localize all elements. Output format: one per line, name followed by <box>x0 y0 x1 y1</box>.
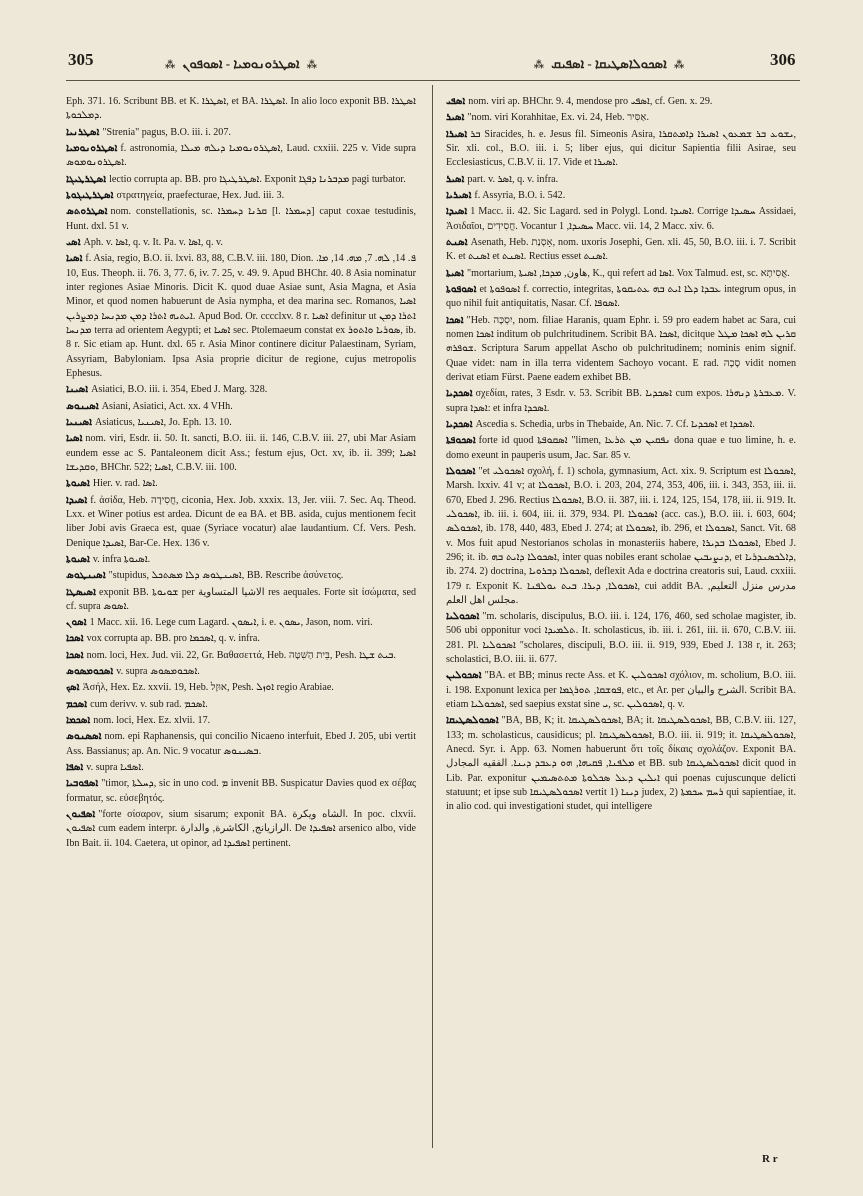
entry-headword: ܐܣܝܕܐ <box>446 206 468 218</box>
entry-headword: ܐܣܛܪܘܢܘܡܝܐ <box>66 142 118 154</box>
entry-headword: ܐܣܦܐ <box>66 762 84 774</box>
dictionary-entry <box>66 761 416 775</box>
entry-text: f. astronomia, ܐܣܛܪܘܢܘܡܝܐ ܕܝܠܗ ܡܝܠܐ, Laud. cxxiii. 225 v. Vide supra ܐܣܛܪܘܢܘܡܘܣ. <box>66 142 416 169</box>
entry-text: Asiaticus, ܐܣܝܢܝܐ, Jo. Eph. 13. 10. <box>94 416 232 428</box>
dictionary-entry <box>66 698 416 712</box>
entry-text: "Strenia" pagus, B.O. iii. i. 207. <box>102 126 231 138</box>
signature-mark: R r <box>762 1153 778 1165</box>
entry-text: "stupidus, ܐܣܝܢܛܘܣ ܕܠܐ ܡܣܬܟܠ, BB. Rescribe ἀσύνετος. <box>108 570 344 582</box>
entry-headword: ܐܣܟܡܐ <box>66 715 91 727</box>
dictionary-entry <box>66 714 416 728</box>
entry-text: "BA, BB, K; it. ܐܣܟܘܠܣܛܝܩܐ, BA; it. ܐܣܟܘܠܣܛܝܩܐ, BB, C.B.V. iii. 127, 133; m. scholasticus, causidicus; pl. ܐܣܟܘܠܣܛܝܩܐ, B.O. iii. ii. 919; it. ܐܣܟܘܠܣܛܝܩܐ, Anecd. Syr. i. App. 63. Nomen habuerunt ὅτι τοῖς δίκαις σχολάζον. Exponit BA. ܡܠܦܢܐ, ܦܩܝܗܐ, ܗܘ ܕܥܒܕ ܕܝܢܐ. الفقيه المجادل et BB. sub ܐܣܟܘܠܣܛܝܩܐ dicit quod in Lib. Par. exponitur ܐܝܠܝܢ ܕܥܠ ܣܟܠܘܬܐ ܡܬܬܣܝܡܝܢ qui poenas cujuscunque delicti statuunt; et ipse sub ܐܣܟܘܠܣܛܝܩܐ vertit 1) ܕܝܢܐ judex, 2) ܪܚܡ ܚܟܡܬܐ qui sapientiae, it. in alio cod. qui investigationi studet, qui intelligere <box>446 715 797 813</box>
page-header <box>0 0 863 80</box>
dictionary-entry <box>66 730 416 759</box>
entry-text: ܒܪ Siracides, h. e. Jesus fil. Simeonis Asira, ܝܫܘܥ ܒܪ ܫܡܥܘܢ ܐܣܝܪܐ ܕܐܡܬܩܪܐ, Sir. xli. col., B.O. iii. i. 5; liber ejus, qui dicitur Sapientia filii Asirae, seu Ecclesiasticus, C.B.V. ii. 17. Vide et ܐܣܝܪܐ. <box>446 128 796 169</box>
dictionary-entry <box>66 142 416 171</box>
entry-headword: ܐܣܣܢܘܣ <box>66 731 102 743</box>
dictionary-entry <box>66 494 416 551</box>
entry-text: vox corrupta ap. BB. pro ܐܣܟܡܐ, q. v. infra. <box>86 633 260 645</box>
entry-headword: ܐܣܛܪܘܬܣ <box>66 206 108 218</box>
right-page-number: 306 <box>770 50 796 69</box>
entry-text: Ἀσήλ, Hex. Ez. xxvii. 19, Heb. אוּזָל, Pesh. ܐܘܙܠ regio Arabiae. <box>82 682 334 694</box>
dictionary-entry <box>66 649 416 663</box>
dictionary-entry <box>446 714 796 814</box>
dictionary-entry <box>66 126 416 140</box>
entry-headword: ܐܣܟܘܡܣܘܣ <box>66 666 114 678</box>
entry-headword: ܐܣܟܘܠܐ <box>446 465 476 477</box>
dictionary-entry <box>66 586 416 615</box>
entry-text: nom. viri ap. BHChr. 9. 4, mendose pro ܐܣܦܝ, cf. Gen. x. 29. <box>468 96 713 107</box>
entry-headword: ܐܣܟܕܝܐ <box>446 418 473 430</box>
entry-headword: ܐܣܟܘܠܝܐ <box>446 611 480 623</box>
entry-headword: ܐܣܟܐ <box>446 314 464 326</box>
entry-text: στρατηγεία, praefecturae, Hex. Jud. iii. 3. <box>116 189 285 201</box>
entry-headword: ܐܣܟ <box>66 682 80 694</box>
dictionary-entry <box>66 477 416 491</box>
entry-headword: ܐܣܟܐ <box>66 649 84 661</box>
dictionary-entry <box>446 465 796 608</box>
entry-text: v. supra ܐܣܦܝܐ. <box>86 762 144 774</box>
entry-headword: ܐܣܝܢܘܣ <box>66 400 99 412</box>
ornament-icon: ⁂ <box>533 60 544 71</box>
entry-headword: ܐܣܝܘܬܐ <box>66 553 90 565</box>
entry-text: forte id quod ܐܣܩܘܦܬܐ "limen, ܢܦܩܝܢ ܡܢ ܬܪܥܐ dona quae e tuo limine, h. e. domo exeunt in pauperis usum, Jac. Sar. 85 v. <box>446 435 796 461</box>
left-column <box>66 95 416 853</box>
dictionary-entry <box>66 569 416 583</box>
entry-headword: ܐܣܟܐ <box>66 633 84 645</box>
entry-text: 1 Macc. xii. 16. Lege cum Lagard. ܐܝܣܘܢ, i. e. ܝܣܘܢ, Jason, nom. viri. <box>89 617 373 629</box>
ornament-icon: ⁂ <box>306 60 318 71</box>
entry-text: v. infra ܐܣܝܘܬܐ. <box>92 553 151 565</box>
entry-headword: ܐܣܝܢܐ <box>66 384 89 396</box>
entry-headword: ܐܣܝܪ <box>446 173 465 185</box>
right-column <box>446 95 796 817</box>
entry-text: Hier. v. rad. ܐܣܐ. <box>92 478 158 490</box>
entry-text: nom. loci, Hex. Jud. vii. 22, Gr. Βαθασεττά, Heb. בֵּית הַשִּׁטָּה, Pesh. ܒܝܬ ܫܛܐ. <box>86 649 396 661</box>
entry-text: "nom. viri Korahhitae, Ex. vi. 24, Heb. אַסִּיר. <box>467 112 649 124</box>
dictionary-entry <box>66 632 416 646</box>
entry-headword: ܐܣܦܘܒܝܐ <box>66 778 99 790</box>
dictionary-entry <box>66 383 416 397</box>
entry-headword: ܐܣܝܘܬܐ <box>66 478 90 490</box>
ornament-icon: ⁂ <box>164 60 176 71</box>
entry-text: "m. scholaris, discipulus, B.O. iii. i. 124, 176, 460, sed scholae magister, ib. 506 ubi opponitur voci ܬܠܡܝܕܐ. It. scholasticus, ib. iii. i. 261, iii. ii. 670, C.B.V. iii. 281. Pl. ܐܣܟܘܠܝܐ "scholares, discipuli, B.O. iii. ii. 919, 939, Ebed J. 138 r, it. 263; scholastici, B.O. iii. ii. 677. <box>446 611 797 666</box>
entry-headword: ܐܣܝܪܝܐ <box>446 189 472 201</box>
dictionary-entry <box>66 400 416 414</box>
entry-text: f. Asia, regio, B.O. ii. lxvi. 83, 88, C.B.V. iii. 180, Dion. ܦ. 14, ܠܗ. 7, ܡܗ. 14, ܡܐ. 10, Eus. Theoph. ii. 76. 3, 77. 6, iv. 7. 25, v. 49. 9. Apud BHChr. 40. 8 Asia nominatur inter regiones Asiae Minoris. Dicit K. quod duae Asiae sunt, Asia Magna, et Asia Minor, et quod nomen habuerunt de Asia nympha, et dea marina sec. Romanos, ܐܣܝܐ ܐܝܬܝܗ ܐܬܪܐ ܕܡܢ ܡܕܢܚܐ ܕܡܨܪܝܢ. Apud Bod. Or. cccclxv. 8 r. ܐܣܝܐ definitur ut ܐܬܪܐ ܕܡܢ ܡܕܢܚܐ terra ad orientem Aegypti; et ܐܣܝܐ sec. Ptolemaeum constat ex ܣܘܪܝܐ ܘܐܬܘܪ, ib. 8 r. Sic etiam ap. Hunt. dxl. 65 r. Asia Minor continere dicitur Palaestinam, Syriam, Assyriam, Babyloniam. Ipsa Asia proprie dicitur de regione, cujus metropolis Ephesus. <box>66 253 416 379</box>
dictionary-entry <box>446 387 796 416</box>
entry-headword: ܐܣܛܪܢܝܐ <box>66 126 100 138</box>
dictionary-entry <box>446 434 796 463</box>
right-running-head-text: ܐܣܟܘܠܐܣܛܝܩܐ - ܐܣܦܝܩ <box>551 56 667 71</box>
dictionary-entry <box>446 610 796 667</box>
entry-text: nom. epi Raphanensis, qui concilio Nicaeno interfuit, Ebed J. 205, ubi vertit Ass. Bassianus; ap. An. Nic. 9 vocatur ܒܣܝܢܘܣ. <box>66 731 416 757</box>
entry-text: Eph. 371. 16. Scribunt BB. et K. ܐܣܛܪܐ, et BA. ܐܣܛܪܐ. In alio loco exponit BB. ܐܣܛܪܐ ܕܡܠܟܘܬܐ. <box>66 96 416 122</box>
dictionary-entry <box>66 432 416 475</box>
dictionary-entry <box>446 267 796 281</box>
entry-headword: ܐܣܝܐ <box>66 433 83 445</box>
entry-text: lectio corrupta ap. BB. pro ܐܣܛܪܛܝܓܐ. Exponit ܡܕܒܪܢܐ ܕܦܓܐ pagi turbator. <box>109 173 406 185</box>
dictionary-entry <box>66 252 416 381</box>
entry-text: nom. viri, Esdr. ii. 50. It. sancti, B.O. iii. ii. 146, C.B.V. iii. 27, ubi Mar Asiam eundem esse ac S. Pantaleonem dicit Ass.; festum ejus, Oct. xv, ib. ii. 399; ܐܣܝܐ ܘܩܕܝܫܐ, BHChr. 522; ܐܣܝܐ, C.B.V. iii. 100. <box>66 433 416 473</box>
entry-headword: ܐܣܟܘܦܬܐ <box>446 435 476 447</box>
entry-text: Ascedia s. Schedia, urbs in Thebaide, An. Nic. 7. Cf. ܐܣܟܕܝܐ et ܐܣܟܕܐ. <box>475 418 755 430</box>
entry-text: "BA. et BB; minus recte Ass. et K. ܐܣܟܘܠܝܢ σχόλιον, m. scholium, B.O. iii. i. 198. Exponunt lexica per ܦܘܫܩܐ, ܬܘܪܓܡܐ, etc., et Ar. per الشرح والبيان. Scribit BA. etiam ܐܣܟܘܠܝܐ, sed saepius exstat sine ܝ, sc. ܐܣܟܘܠܝܢ, q. v. <box>446 670 797 711</box>
entry-text: "Heb. יִסְכָּה, nom. filiae Haranis, quam Ephr. i. 59 pro eadem habet ac Sara, cui nomen ܐܣܟܐ inditum ob pulchritudinem. Scribit BA. ܐܣܟܐ, dicitque ܩܪܝܢ ܠܗ ܐܣܟܐ ܡܛܠ ܫܘܦܪܗ. Scriptura Sarum appellat Ascho ob pulchritudinem; nominis enim signif. Quae videt: nam in illa terra videntem Sachoyo vocant. E rad. סָכָה vidit nomen derivat etiam Fürst. Paene eadem exhibet BB. <box>446 314 797 383</box>
entry-text: part. v. ܐܣܪ, q. v. infra. <box>467 173 559 185</box>
entry-headword: ܐܣܟܡ <box>66 698 88 710</box>
dictionary-entry <box>66 173 416 187</box>
entry-headword: ܐܣܝܣܛܐ <box>66 586 96 598</box>
dictionary-entry <box>66 681 416 695</box>
entry-headword: ܐܣܝ <box>66 236 81 248</box>
entry-headword: ܐܣܝܢܝܐ <box>66 416 92 428</box>
entry-text: "timor, ܕܚܠܬܐ, sic in uno cod. ܡ invenit BB. Suspicatur Davies quod ex σέβας formatur, sc. εὐσεβητός. <box>66 778 416 804</box>
entry-text: nom. loci, Hex. Ez. xlvii. 17. <box>93 715 211 727</box>
entry-headword: ܐܣܟܕܝܐ <box>446 388 473 400</box>
dictionary-entry <box>446 128 796 171</box>
dictionary-entry <box>66 236 416 250</box>
left-page-number: 305 <box>68 50 94 69</box>
entry-headword: ܐܣܝܐ <box>66 253 83 265</box>
dictionary-entry <box>446 205 796 234</box>
entry-headword: ܐܣܝܢܛܘܣ <box>66 570 106 582</box>
entry-headword: ܐܣܦܝܘܢ <box>66 809 96 821</box>
dictionary-entry <box>66 553 416 567</box>
entry-text: Aph. v. ܐܣܐ, q. v. It. Pa. v. ܐܣܐ, q. v. <box>83 236 223 248</box>
entry-headword: ܐܣܘܢ <box>66 617 87 629</box>
entry-text: Asiatici, B.O. iii. i. 354, Ebed J. Marg. 328. <box>91 384 268 396</box>
dictionary-entry <box>446 314 796 386</box>
entry-text: v. supra ܐܣܟܘܡܣܘܣ. <box>116 666 200 678</box>
entry-headword: ܐܣܝܪ <box>446 112 465 124</box>
dictionary-entry <box>446 173 796 187</box>
dictionary-entry <box>446 669 796 712</box>
entry-headword: ܐܣܝܬܐ <box>446 267 464 279</box>
left-running-head <box>146 56 336 72</box>
entry-headword: ܐܣܛܪܛܝܓܘܬܐ <box>66 189 114 201</box>
entry-text: f. Assyria, B.O. i. 542. <box>474 189 566 201</box>
entry-text: et ܐܣܘܦܘܬܐ f. correctio, integritas, ܥܒܕܐ ܕܠܐ ܐܝܬ ܒܗ ܥܬܝܩܘܬܐ integrum opus, in quo nihil fuit antiquitatis, Nasar. Cf. ܐܣܘܦܐ. <box>446 283 797 310</box>
entry-text: nom. constellationis, sc. ܩܪܢܐ ܕܚܡܪܐ [l. ܕܚܡܪܐ] caput coxae testudinis, Hunt. dxl. 51 v. <box>66 206 416 232</box>
dictionary-entry <box>66 616 416 630</box>
dictionary-entry <box>446 111 796 125</box>
entry-text: Asiani, Asiatici, Act. xx. 4 VHh. <box>101 400 233 412</box>
ornament-icon: ⁂ <box>674 60 685 71</box>
entry-headword: ܐܣܦܝ <box>446 96 466 107</box>
left-running-head-text: ܐܣܛܪܘܢܘܡܝܐ - ܐܣܘܦܘܢ <box>182 56 300 71</box>
entry-text: cum derivv. v. sub rad. ܐܣܟܡ. <box>90 698 208 710</box>
entry-text: f. ἀσίδα, Heb. חֲסִידָה, ciconia, Hex. Job. xxxix. 13, Jer. viii. 7. Sec. Aq. Theod. Lxx. et Winer potius est ardea. Dicunt de ea BA. et BB. asida, cujus mentionem fecit liber Jobi avis Graeca est, quae (Syriace vocatur) alae laudantium. Cf. Vers. Pesh. Denique ܐܣܝܕܐ, Bar-Ce. Hex. 136 v. <box>66 494 416 549</box>
dictionary-entry <box>66 95 416 124</box>
dictionary-entry <box>66 189 416 203</box>
entry-headword: ܐܣܝܪܐ <box>446 128 468 140</box>
right-running-head <box>502 56 716 72</box>
dictionary-entry <box>66 777 416 806</box>
entry-text: Asenath, Heb. אָסְנַת, nom. uxoris Josephi, Gen. xli. 45, 50, B.O. iii. i. 7. Scribit K. et ܐܣܢܬ et ܐܣܢܬ. Rectius esset ܐܣܢܬ. <box>446 236 796 263</box>
entry-text: exponit BB. ܫܘܝܘܬܐ per الاشيا المتساوية res aequales. Forte sit ἰσώματα, sed cf. supra ܐܣܘܣ. <box>66 586 416 612</box>
entry-text: "forte σίσαρον, sium sisarum; exponit BA. الشاه ويكرة. In poc. clxvii. ܐܣܦܝܘܢ cum eadem interpr. الرازيانج, الكاشرة, والدارة. De ܐܣܦܝܕܐ arsenico albo, vide Ibn Bait. ii. 104. Caetera, ut opinor, ad ܐܣܦܝܕܐ pertinent. <box>66 809 417 849</box>
entry-text: σχεδίαι, rates, 3 Esdr. v. 53. Scribit BB. ܐܣܟܕܝܐ cum expos. ܡܥܒܪܬܐ ܕܢܗܪܐ. V. supra ܐܣܕܐ: et infra ܐܣܟܕܐ. <box>446 388 797 414</box>
dictionary-entry <box>66 205 416 234</box>
entry-headword: ܐܣܛܪܛܝܓܐ <box>66 173 107 185</box>
dictionary-entry <box>446 189 796 203</box>
dictionary-entry <box>446 236 796 265</box>
entry-headword: ܐܣܝܕܐ <box>66 494 88 506</box>
entry-text: "mortarium, هاون, ܡܕܟܐ, ܐܣܝܬܐ, K., qui refert ad ܐܣܐ. Vox Talmud. est, sc. אֲסִיתָא. <box>467 267 790 279</box>
entry-headword: ܐܣܘܦܘܬܐ <box>446 283 477 295</box>
dictionary-entry <box>446 283 796 312</box>
dictionary-entry <box>446 95 796 109</box>
entry-text: 1 Macc. ii. 42. Sic Lagard. sed in Polygl. Lond. ܐܣܝܕܐ. Corrige ܚܣܝܕܐ Assidaei, Ἀσιδαῖοι, חֲסִידִים. Vocantur ܚܣܝܕܐ, 1 Macc. vii. 14, 2 Macc. xiv. 6. <box>446 206 797 232</box>
entry-headword: ܐܣܟܘܠܣܛܝܩܐ <box>446 715 499 727</box>
dictionary-entry <box>446 418 796 432</box>
column-divider <box>432 85 433 1148</box>
entry-headword: ܐܣܢܬ <box>446 236 468 248</box>
dictionary-entry <box>66 665 416 679</box>
dictionary-entry <box>66 808 416 851</box>
entry-headword: ܐܣܟܘܠܝܢ <box>446 670 482 682</box>
entry-text: "et ܐܣܟܘܠܝ σχολή, f. 1) schola, gymnasium, Act. xix. 9. Scriptum est ܐܣܟܘܠܐ, Marsh. lxxiv. 41 v; at ܐܣܟܘܠܐ, B.O. i. 203, 204, 274, 353, 406, iii. i. 343, 353, iii. ii. 670, Ebed J. 296. Rectius ܐܣܟܘܠܐ, B.O. ii. 387, iii. i. 124, 125, 154, 178, iii. ii. 919. It. ܐܣܟܘܠܝ, ib. iii. i. 604, iii. ii. 379, 934. Pl. ܐܣܟܘܠܐ (acc. cas.), B.O. iii. i. 603, 604; ܐܣܟܘܠܣ, ib. 178, 440, 483, Ebed J. 274; at ܐܣܟܘܠܐ, ib. 296, et ܐܣܟܘܠܐ, Sanct. Vit. 68 v. Mos fuit apud Nestorianos scholas in monasteriis habere, ܐܣܟܘܠܐ ܒܕܝܪܐ, Ebed J. 296; it. ib. ܐܣܟܘܠܐ ܕܐܝܬ ܒܗ, inter quas nobiles erant scholae ܕܢܨܝܒܝܢ, et ܕܐܠܟܣܢܕܪܝܐ, ib. 274. 2) doctrina, ܐܣܟܘܠܐ ܕܒܪܘܝܐ, deflexit Ada e doctrina creatoris sui, Laud. cxxiii. 179 r. Exponit K. ܐܣܟܘܠܐ, ܕܝܪܐ. ܒܝܬ ܝܘܠܦܢܐ, cui addit BA. مدرس منزل التعليم, مجلس اهل العلم. <box>446 465 797 606</box>
dictionary-entry <box>66 416 416 430</box>
header-rule <box>66 80 800 81</box>
